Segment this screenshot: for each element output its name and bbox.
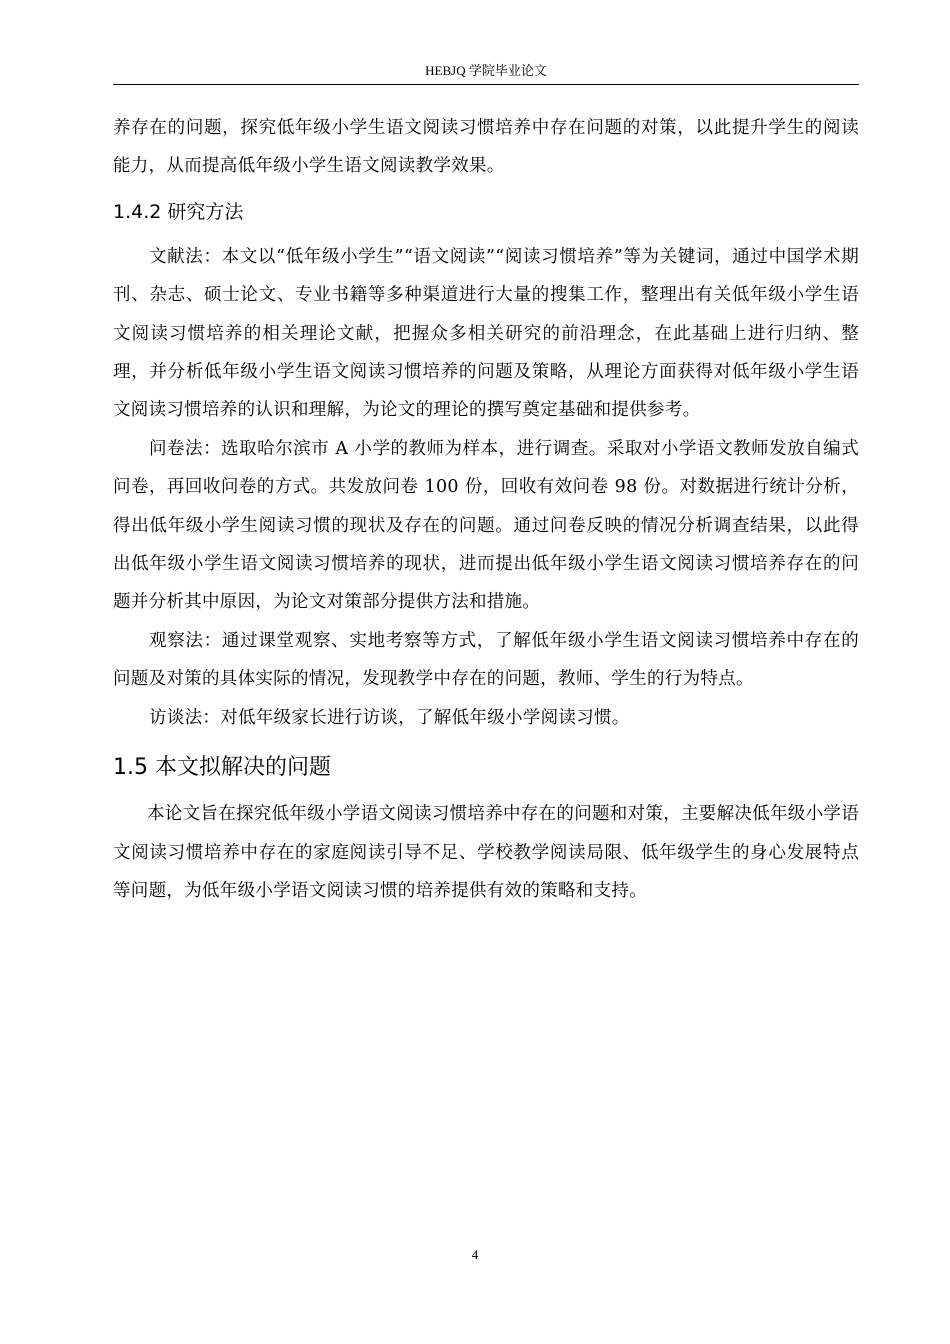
observation-method-paragraph: 观察法：通过课堂观察、实地考察等方式，了解低年级小学生语文阅读习惯培养中存在的问题及对策的具体实际的情况，发现教学中存在的问题，教师、学生的行为特点。 [113,630,859,690]
questionnaire-method-paragraph: 问卷法：选取哈尔滨市 A 小学的教师为样本，进行调查。采取对小学语文教师发放自编式问卷，再回收问卷的方式。共发放问卷 100 份，回收有效问卷 98 份。对数据进行统计分析，得出低年级小学生阅读习惯的现状及存在的问题。通过问卷反映的情况分析调查结果，以此得出低年级小学生语文阅读习惯培养的现状，进而提出低年级小学生语文阅读习惯培养存在的问题并分析其中原因，为论文对策部分提供方法和措施。 [113,438,859,613]
interview-method-paragraph: 访谈法：对低年级家长进行访谈，了解低年级小学阅读习惯。 [149,707,630,728]
page-body [113,109,859,910]
page-number: 4 [471,1247,479,1262]
section-heading-1-4-2: 1.4.2 研究方法 [113,200,244,223]
section-heading-1-5: 1.5 本文拟解决的问题 [113,755,331,781]
problems-paragraph: 本论文旨在探究低年级小学语文阅读习惯培养中存在的问题和对策，主要解决低年级小学语文阅读习惯培养中存在的家庭阅读引导不足、学校教学阅读局限、低年级学生的身心发展特点等问题，为低年级小学语文阅读习惯的培养提供有效的策略和支持。 [113,804,859,901]
literature-method-paragraph: 文献法：本文以“低年级小学生”“语文阅读”“阅读习惯培养”等为关键词，通过中国学术期刊、杂志、硕士论文、专业书籍等多种渠道进行大量的搜集工作，整理出有关低年级小学生语文阅读习惯培养的相关理论文献，把握众多相关研究的前沿理念，在此基础上进行归纳、整理，并分析低年级小学生语文阅读习惯培养的问题及策略，从理论方面获得对低年级小学生语文阅读习惯培养的认识和理解，为论文的理论的撰写奠定基础和提供参考。 [113,246,859,421]
page-header: HEBJQ 学院毕业论文 [113,62,859,85]
intro-paragraph: 养存在的问题，探究低年级小学生语文阅读习惯培养中存在问题的对策，以此提升学生的阅读能力，从而提高低年级小学生语文阅读教学效果。 [113,118,859,177]
